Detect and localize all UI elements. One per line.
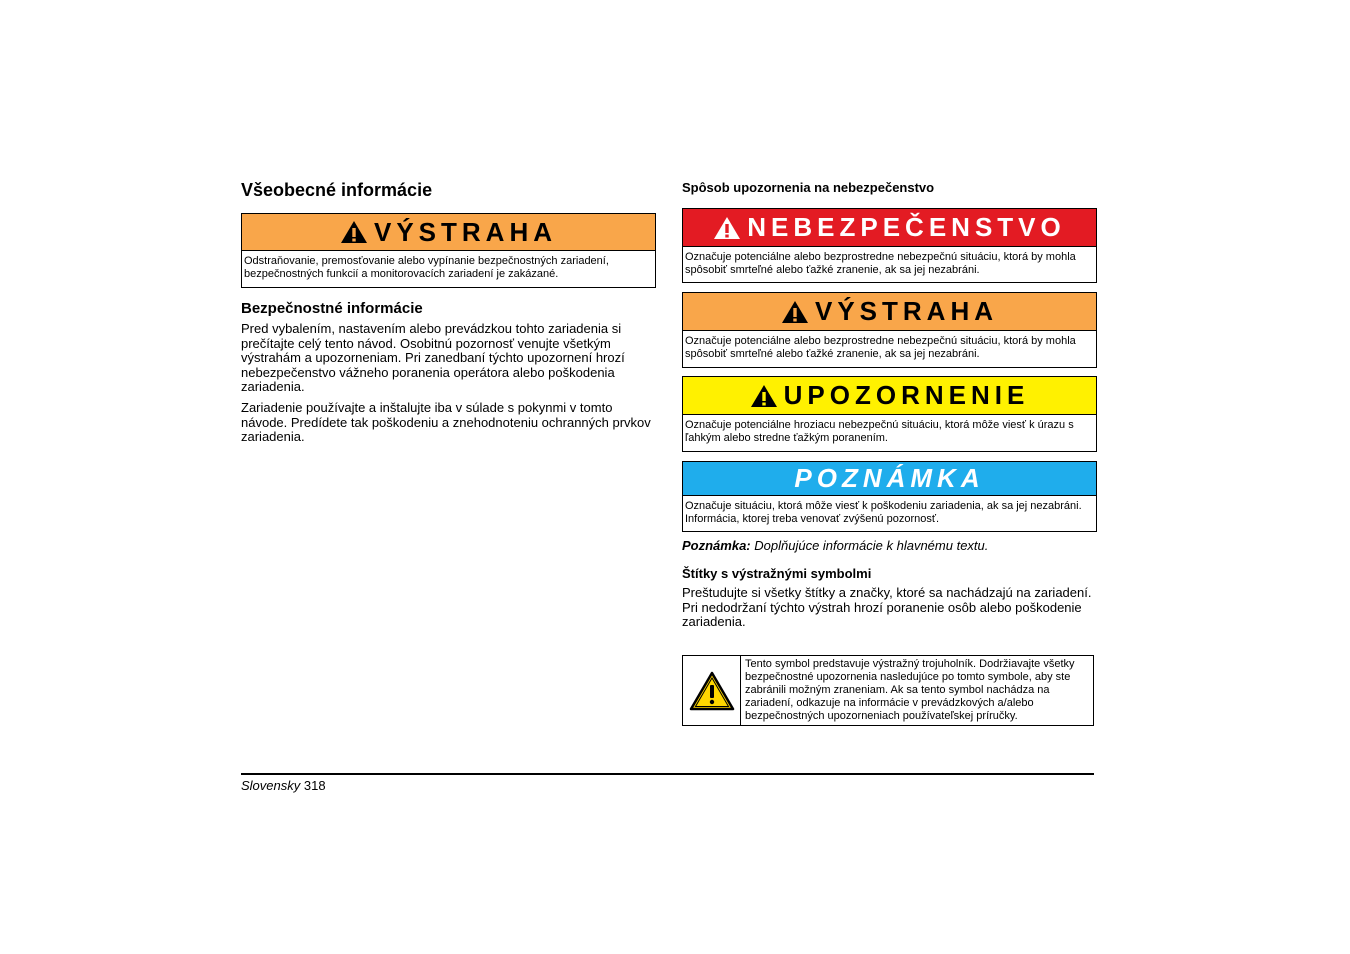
footer-page-number: 318 (303, 778, 326, 793)
danger-box (682, 208, 1097, 283)
warning-text-2: Označuje potenciálne alebo bezprostredne nebezpečnú situáciu, ktorá by mohla spôsobiť smrteľné alebo ťažké zranenie, ak sa jej nezabráni. (685, 335, 1076, 360)
notice-text: Označuje situáciu, ktorá môže viesť k poškodeniu zariadenia, ak sa jej nezabráni. Informácia, ktorej treba venovať zvýšenú pozornosť. (685, 500, 1082, 525)
labels-paragraph: Preštudujte si všetky štítky a značky, ktoré sa nachádzajú na zariadení. Pri nedodržaní týchto výstrah hrozí poranenie osôb alebo poškodenie zariadenia. (682, 585, 1092, 629)
warning-triangle-icon (713, 216, 741, 240)
safety-info-heading: Bezpečnostné informácie (241, 300, 423, 317)
labels-heading: Štítky s výstražnými symbolmi (682, 566, 872, 581)
note-text: Doplňujúce informácie k hlavnému textu. (750, 538, 989, 553)
caution-box (682, 376, 1097, 452)
notice-box (682, 461, 1097, 532)
warning-triangle-icon (750, 384, 778, 408)
caution-bar (683, 377, 1096, 415)
footer (241, 778, 326, 793)
warning-triangle-icon (781, 300, 809, 324)
safety-paragraph-1: Pred vybalením, nastavením alebo prevádzkou tohto zariadenia si prečítajte celý tento návod. Osobitnú pozornosť venujte všetkým výstrahám a upozorneniam. Pri zanedbaní týchto upozornení hrozí nebezpečenstvo vážneho poranenia operátora alebo poškodenia zariadenia. (241, 321, 625, 394)
safety-paragraph-2: Zariadenie používajte a inštalujte iba v súlade s pokynmi v tomto návode. Predídete tak poškodeniu a znehodnoteniu ochranných prvkov zariadenia. (241, 400, 651, 444)
notice-bar (683, 462, 1096, 496)
warning-bar (242, 214, 655, 251)
danger-label: NEBEZPEČENSTVO (747, 212, 1066, 242)
warning-text: Odstraňovanie, premosťovanie alebo vypínanie bezpečnostných zariadení, bezpečnostných funkcií a monitorovacích zariadení je zakázané. (244, 255, 609, 280)
section-heading: Všeobecné informácie (241, 180, 433, 200)
note-line (682, 538, 988, 553)
warning-box (241, 213, 656, 288)
warning-box-2 (682, 292, 1097, 368)
symbol-table (682, 655, 1094, 726)
warning-label: VÝSTRAHA (373, 216, 557, 247)
warning-label-2: VÝSTRAHA (814, 296, 998, 326)
warning-bar-2 (683, 293, 1096, 331)
hazard-info-heading: Spôsob upozornenia na nebezpečenstvo (682, 180, 935, 195)
symbol-cell (683, 656, 741, 725)
footer-divider (241, 773, 1094, 775)
caution-label: UPOZORNENIE (783, 380, 1030, 410)
note-label: Poznámka: (682, 538, 751, 553)
symbol-description: Tento symbol predstavuje výstražný trojuholník. Dodržiavajte všetky bezpečnostné upozornenia nasledujúce po tomto symbole, aby ste zabránili možným zraneniam. Ak sa tento symbol nachádza na zariadení, odkazuje na informácie v prevádzkových a/alebo bezpečnostných upozorneniach používateľskej príručky. (745, 658, 1075, 722)
warning-triangle-icon (340, 220, 368, 244)
danger-bar (683, 209, 1096, 247)
notice-label: POZNÁMKA (794, 463, 985, 493)
danger-text: Označuje potenciálne alebo bezprostredne nebezpečnú situáciu, ktorá by mohla spôsobiť smrteľné alebo ťažké zranenie, ak sa jej nezabráni. (685, 251, 1076, 276)
caution-text: Označuje potenciálne hroziacu nebezpečnú situáciu, ktorá môže viesť k úrazu s ľahkým alebo stredne ťažkým poranením. (685, 419, 1074, 444)
footer-language: Slovensky (241, 778, 301, 793)
warning-triangle-icon (689, 671, 735, 711)
